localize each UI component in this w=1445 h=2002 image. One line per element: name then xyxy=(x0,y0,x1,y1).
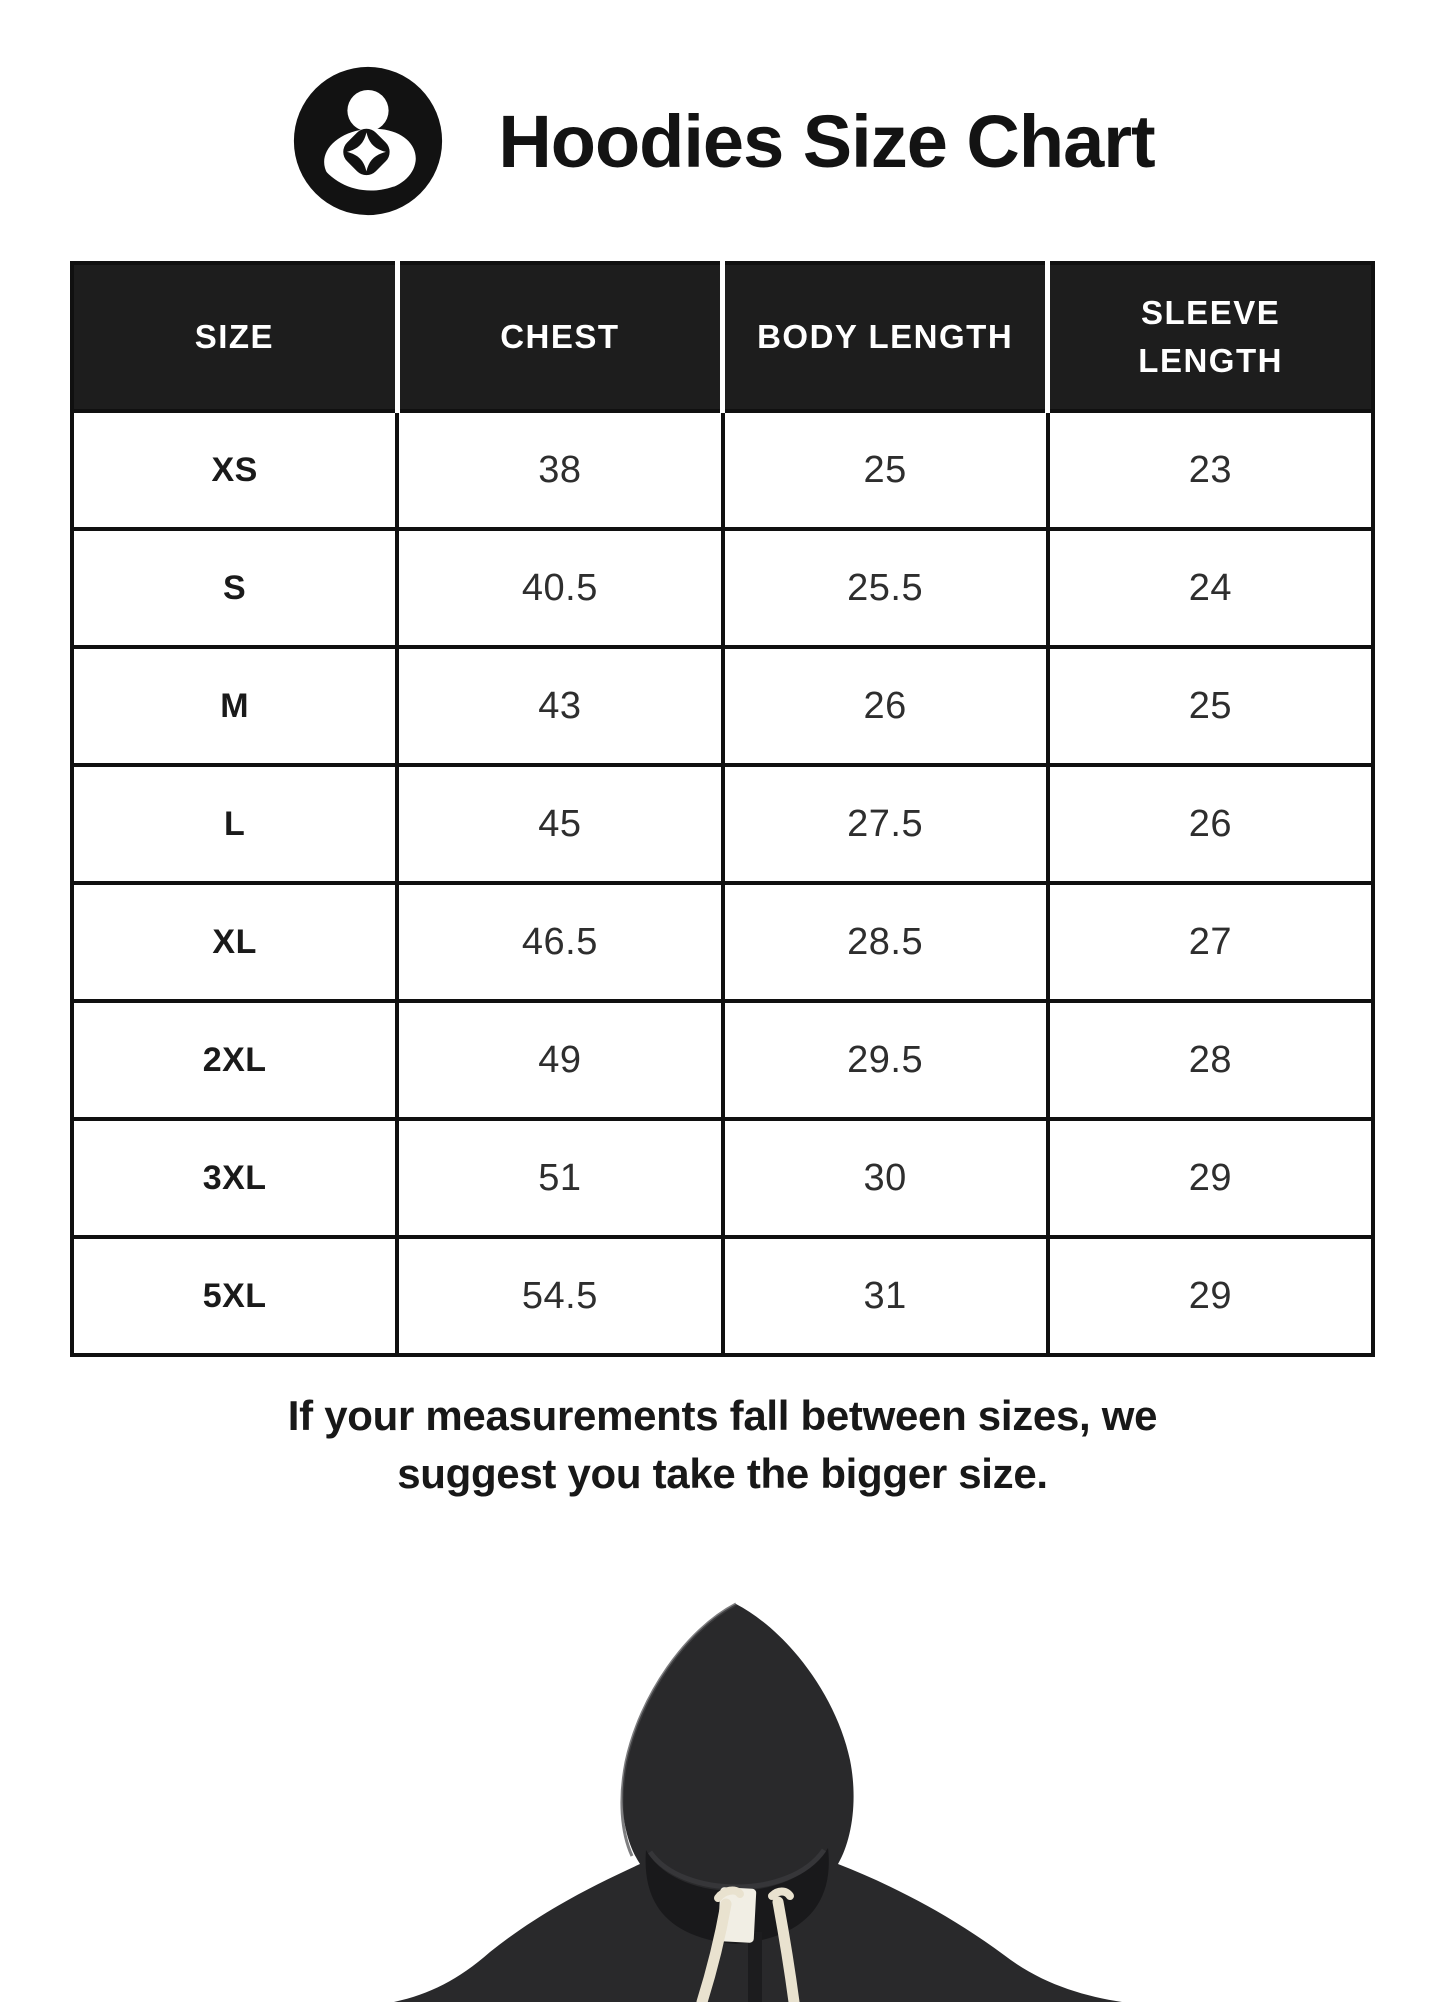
size-label-cell: XS xyxy=(72,411,397,529)
size-label-cell: L xyxy=(72,765,397,883)
sizing-note xyxy=(0,1387,1445,1503)
chest-value-cell: 45 xyxy=(397,765,722,883)
sizing-note-line1: If your measurements fall between sizes, we xyxy=(287,1392,1158,1439)
brand-logo-icon xyxy=(290,63,446,219)
size-label-cell: S xyxy=(72,529,397,647)
size-label-cell: XL xyxy=(72,883,397,1001)
table-row xyxy=(72,529,1373,647)
table-row xyxy=(72,883,1373,1001)
size-label-cell: 3XL xyxy=(72,1119,397,1237)
body-length-cell: 25.5 xyxy=(723,529,1048,647)
column-header-size: SIZE xyxy=(72,263,397,411)
chest-value-cell: 51 xyxy=(397,1119,722,1237)
size-chart-table xyxy=(70,261,1375,1357)
sleeve-length-cell: 28 xyxy=(1048,1001,1373,1119)
sleeve-length-cell: 24 xyxy=(1048,529,1373,647)
sleeve-length-cell: 26 xyxy=(1048,765,1373,883)
chest-value-cell: 40.5 xyxy=(397,529,722,647)
column-header-chest: CHEST xyxy=(397,263,722,411)
table-row xyxy=(72,411,1373,529)
sleeve-length-cell: 29 xyxy=(1048,1119,1373,1237)
table-row xyxy=(72,1119,1373,1237)
body-length-cell: 29.5 xyxy=(723,1001,1048,1119)
sizing-note-line2: suggest you take the bigger size. xyxy=(397,1449,1048,1497)
page-title: Hoodies Size Chart xyxy=(498,99,1155,183)
sleeve-length-cell: 29 xyxy=(1048,1237,1373,1355)
header xyxy=(0,62,1445,220)
sleeve-length-cell: 25 xyxy=(1048,647,1373,765)
chest-value-cell: 43 xyxy=(397,647,722,765)
header-row xyxy=(72,263,1373,411)
body-length-cell: 26 xyxy=(723,647,1048,765)
hoodie-product-image xyxy=(388,1602,1128,2002)
chest-value-cell: 49 xyxy=(397,1001,722,1119)
body-length-cell: 25 xyxy=(723,411,1048,529)
size-label-cell: 5XL xyxy=(72,1237,397,1355)
chest-value-cell: 38 xyxy=(397,411,722,529)
table-row xyxy=(72,1237,1373,1355)
body-length-cell: 30 xyxy=(723,1119,1048,1237)
chest-value-cell: 46.5 xyxy=(397,883,722,1001)
size-label-cell: 2XL xyxy=(72,1001,397,1119)
table-row xyxy=(72,765,1373,883)
column-header-body-length: BODY LENGTH xyxy=(723,263,1048,411)
sleeve-length-cell: 23 xyxy=(1048,411,1373,529)
sleeve-length-cell: 27 xyxy=(1048,883,1373,1001)
body-length-cell: 31 xyxy=(723,1237,1048,1355)
chest-value-cell: 54.5 xyxy=(397,1237,722,1355)
column-header-sleeve-length: SLEEVE LENGTH xyxy=(1048,263,1373,411)
size-table-body xyxy=(72,411,1373,1355)
body-length-cell: 27.5 xyxy=(723,765,1048,883)
body-length-cell: 28.5 xyxy=(723,883,1048,1001)
size-label-cell: M xyxy=(72,647,397,765)
size-table-header xyxy=(72,263,1373,411)
table-row xyxy=(72,1001,1373,1119)
table-row xyxy=(72,647,1373,765)
